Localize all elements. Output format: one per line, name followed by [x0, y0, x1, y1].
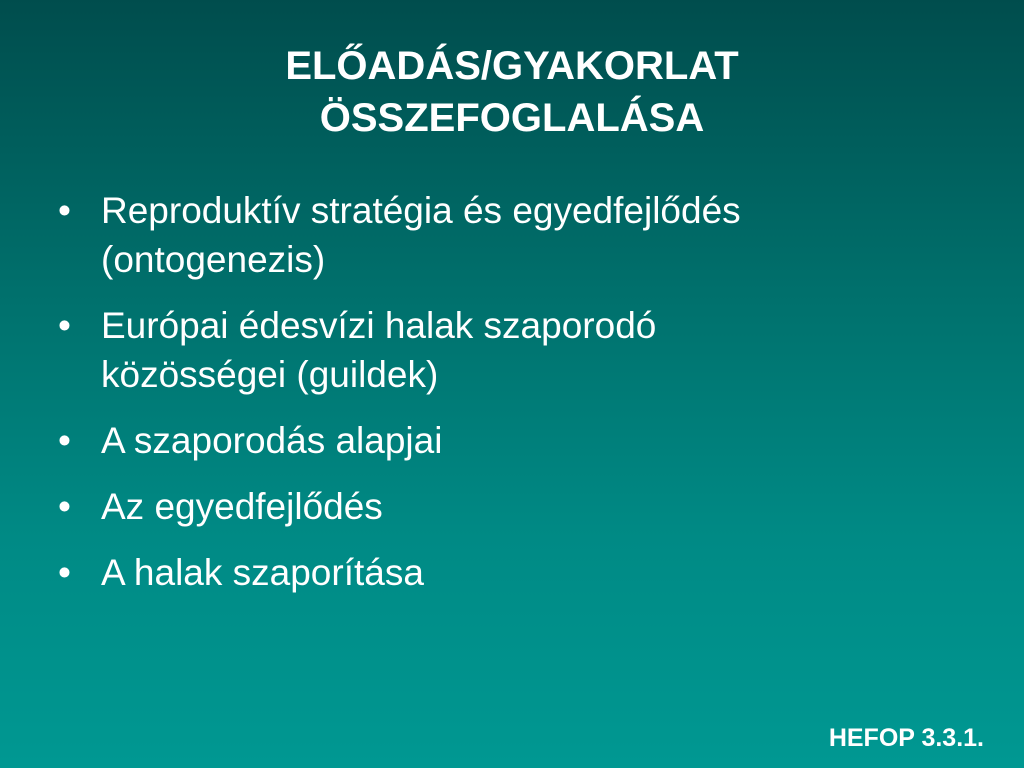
bullet-icon: • — [58, 420, 71, 461]
bullet-text-line: A halak szaporítása — [101, 552, 424, 593]
bullet-text-line: A szaporodás alapjai — [101, 420, 443, 461]
bullet-text — [101, 301, 956, 399]
bullet-icon: • — [58, 190, 71, 231]
bullet-item-2 — [56, 301, 956, 399]
bullet-item-3 — [56, 416, 956, 465]
bullet-text-line: közösségei (guildek) — [101, 354, 439, 395]
bullet-icon: • — [58, 486, 71, 527]
bullet-icon: • — [58, 305, 71, 346]
bullet-text-line: Reproduktív stratégia és egyedfejlődés — [101, 190, 741, 231]
bullet-text-line: Európai édesvízi halak szaporodó — [101, 305, 657, 346]
bullet-icon: • — [58, 552, 71, 593]
bullet-text — [101, 482, 956, 531]
bullet-item-1 — [56, 186, 956, 284]
slide-title-line-2: ÖSSZEFOGLALÁSA — [319, 96, 705, 140]
bullet-item-4 — [56, 482, 956, 531]
slide-title — [0, 40, 1024, 144]
footer-label: HEFOP 3.3.1. — [828, 724, 984, 752]
bullet-text-line: Az egyedfejlődés — [101, 486, 383, 527]
slide-title-line-1: ELŐADÁS/GYAKORLAT — [285, 44, 739, 88]
bullet-text — [101, 548, 956, 597]
bullet-text — [101, 416, 956, 465]
bullet-item-5 — [56, 548, 956, 597]
bullet-list — [56, 186, 956, 614]
bullet-text — [101, 186, 956, 284]
bullet-text-line: (ontogenezis) — [101, 239, 326, 280]
